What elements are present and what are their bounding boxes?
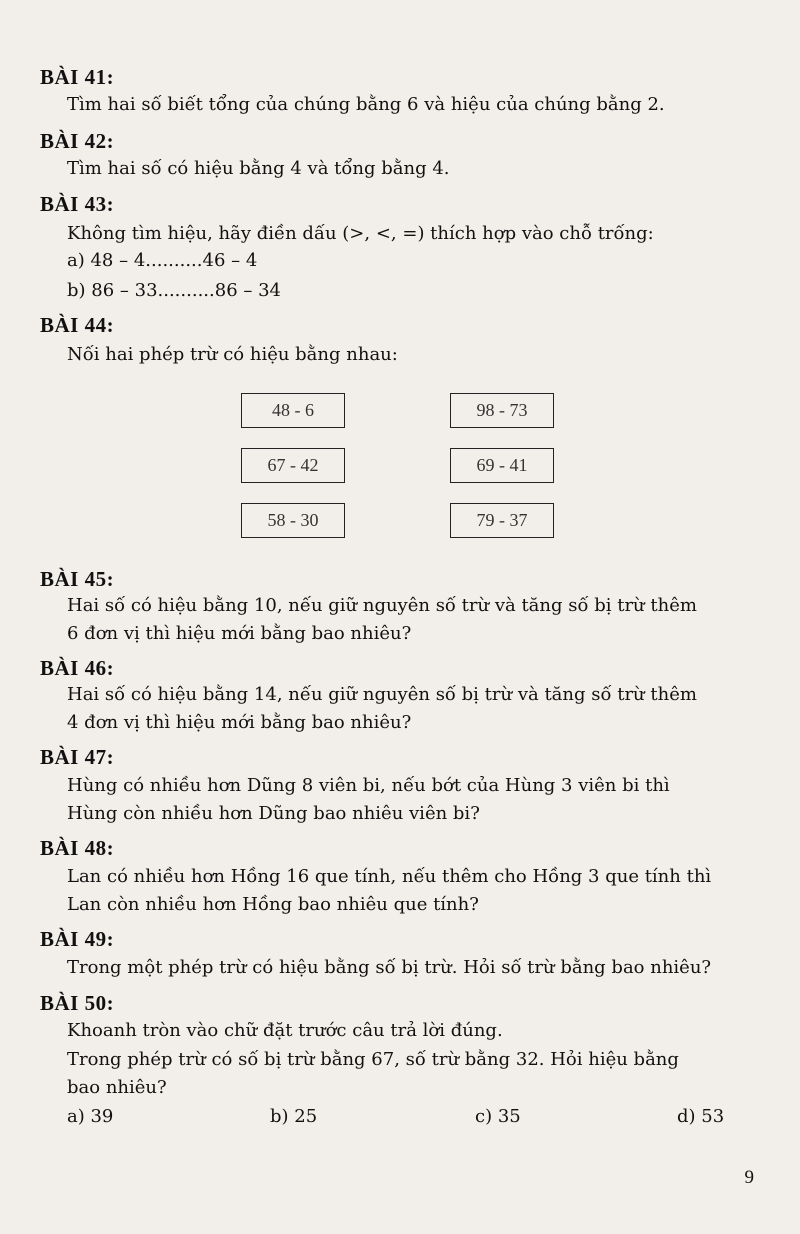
left-expression-box-2: 67 - 42 xyxy=(241,448,345,483)
problem-50-question-line-2: bao nhiêu? xyxy=(67,1077,167,1098)
problem-42-title: BÀI 42: xyxy=(40,129,115,153)
problem-47-text-line-2: Hùng còn nhiều hơn Dũng bao nhiêu viên bi? xyxy=(67,803,480,824)
problem-45-text-line-2: 6 đơn vị thì hiệu mới bằng bao nhiêu? xyxy=(67,623,412,644)
problem-44-title: BÀI 44: xyxy=(40,313,115,337)
answer-choice-d: d) 53 xyxy=(677,1106,725,1127)
right-expression-box-3: 79 - 37 xyxy=(450,503,554,538)
left-expression-box-1: 48 - 6 xyxy=(241,393,345,428)
problem-43-part-a: a) 48 – 4..........46 – 4 xyxy=(67,250,258,271)
problem-45-title: BÀI 45: xyxy=(40,567,115,591)
problem-46-text-line-1: Hai số có hiệu bằng 14, nếu giữ nguyên số bị trừ và tăng số trừ thêm xyxy=(67,684,697,705)
answer-choice-a: a) 39 xyxy=(67,1106,114,1127)
problem-47-title: BÀI 47: xyxy=(40,745,115,769)
problem-41-text: Tìm hai số biết tổng của chúng bằng 6 và hiệu của chúng bằng 2. xyxy=(67,94,665,115)
problem-46-text-line-2: 4 đơn vị thì hiệu mới bằng bao nhiêu? xyxy=(67,712,412,733)
problem-50-question-line-1: Trong phép trừ có số bị trừ bằng 67, số trừ bằng 32. Hỏi hiệu bằng xyxy=(67,1049,679,1070)
problem-50-instruction: Khoanh tròn vào chữ đặt trước câu trả lời đúng. xyxy=(67,1020,503,1041)
problem-44-text: Nối hai phép trừ có hiệu bằng nhau: xyxy=(67,344,398,365)
answer-choice-b: b) 25 xyxy=(270,1106,318,1127)
problem-43-title: BÀI 43: xyxy=(40,192,115,216)
problem-41-title: BÀI 41: xyxy=(40,65,115,89)
problem-47-text-line-1: Hùng có nhiều hơn Dũng 8 viên bi, nếu bớt của Hùng 3 viên bi thì xyxy=(67,775,670,796)
problem-48-text-line-1: Lan có nhiều hơn Hồng 16 que tính, nếu thêm cho Hồng 3 que tính thì xyxy=(67,866,712,887)
problem-46-title: BÀI 46: xyxy=(40,656,115,680)
problem-48-title: BÀI 48: xyxy=(40,836,115,860)
problem-49-text: Trong một phép trừ có hiệu bằng số bị trừ. Hỏi số trừ bằng bao nhiêu? xyxy=(67,957,712,978)
problem-45-text-line-1: Hai số có hiệu bằng 10, nếu giữ nguyên số trừ và tăng số bị trừ thêm xyxy=(67,595,697,616)
problem-50-title: BÀI 50: xyxy=(40,991,115,1015)
right-expression-box-2: 69 - 41 xyxy=(450,448,554,483)
right-expression-box-1: 98 - 73 xyxy=(450,393,554,428)
problem-48-text-line-2: Lan còn nhiều hơn Hồng bao nhiêu que tính? xyxy=(67,894,479,915)
problem-43-text: Không tìm hiệu, hãy điền dấu (>, <, =) thích hợp vào chỗ trống: xyxy=(67,223,654,244)
problem-43-part-b: b) 86 – 33..........86 – 34 xyxy=(67,280,281,301)
answer-choice-c: c) 35 xyxy=(475,1106,521,1127)
page-number: 9 xyxy=(744,1167,754,1188)
left-expression-box-3: 58 - 30 xyxy=(241,503,345,538)
problem-49-title: BÀI 49: xyxy=(40,927,115,951)
problem-42-text: Tìm hai số có hiệu bằng 4 và tổng bằng 4. xyxy=(67,158,450,179)
